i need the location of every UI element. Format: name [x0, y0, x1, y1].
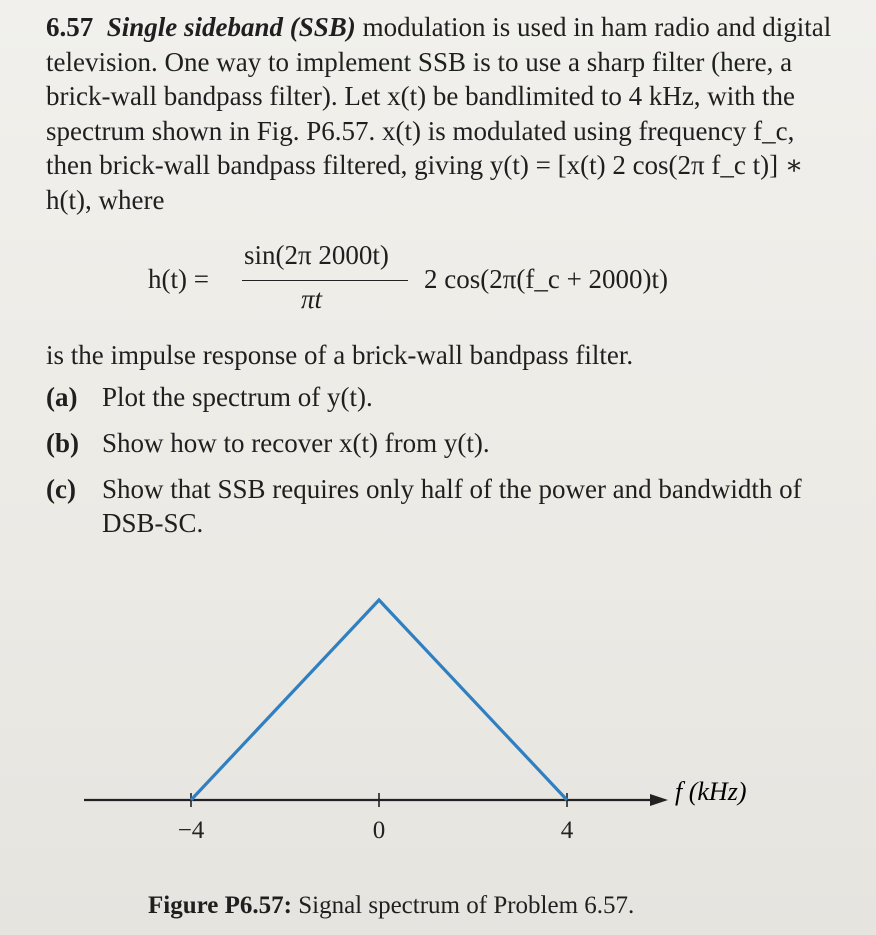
impulse-response-equation [148, 236, 748, 316]
caption-label: Figure P6.57: [148, 892, 292, 919]
spectrum-figure [0, 560, 876, 860]
caption-text: Signal spectrum of Problem 6.57. [298, 892, 635, 919]
part-a [46, 380, 836, 414]
problem-parts [46, 380, 836, 552]
part-c-label: (c) [46, 474, 76, 504]
spectrum-triangle-line [191, 600, 567, 800]
x-tick-label: −4 [177, 817, 205, 844]
equation-followup: is the impulse response of a brick-wall bandpass filter. [46, 340, 634, 370]
part-c [46, 472, 836, 540]
equation-rhs: 2 cos(2π(f_c + 2000)t) [424, 264, 669, 294]
x-tick-label: 4 [560, 817, 574, 844]
equation-numerator: sin(2π 2000t) [244, 240, 389, 270]
equation-denominator: πt [301, 284, 323, 314]
figure-caption [148, 892, 634, 920]
part-b-text: Show how to recover x(t) from y(t). [102, 428, 490, 458]
part-b [46, 426, 836, 460]
x-tick-label: 0 [372, 817, 386, 844]
problem-number: 6.57 [46, 12, 94, 42]
part-b-label: (b) [46, 428, 79, 458]
problem-title: Single sideband (SSB) [106, 12, 356, 42]
part-c-text: Show that SSB requires only half of the power and bandwidth of DSB-SC. [102, 474, 802, 538]
part-a-label: (a) [46, 382, 78, 412]
equation-lhs: h(t) = [148, 264, 209, 294]
fraction-bar [242, 280, 408, 281]
problem-statement [46, 10, 836, 217]
x-axis-label: f (kHz) [675, 777, 747, 806]
problem-paragraph: modulation is used in ham radio and digital television. One way to implement SSB is to use a sharp filter (here, a brick-wall bandpass filter). Let x(t) be bandlimited to 4 kHz, with the spectrum shown in Fig. P6.57. x(t) is modulated using frequency f_c, then brick-wall bandpass filtered, giving y(t) = [x(t) 2 cos(2π f_c t)] ∗ h(t), where [46, 12, 832, 215]
part-a-text: Plot the spectrum of y(t). [102, 382, 373, 412]
x-axis-arrowhead [650, 794, 668, 806]
